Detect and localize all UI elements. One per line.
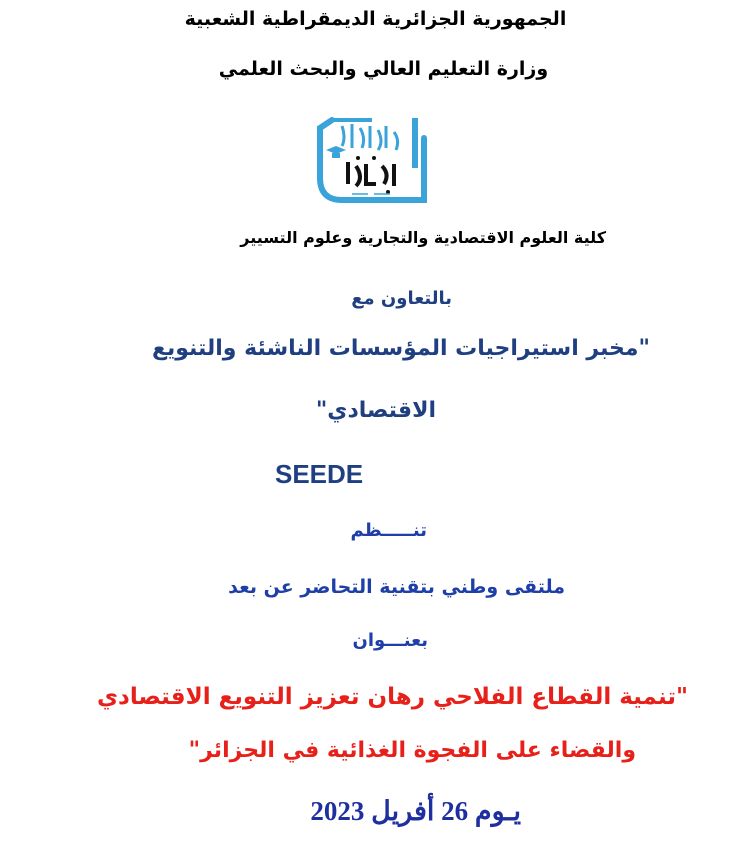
- event-title-line2: والقضاء على الفجوة الغذائية في الجزائر": [188, 738, 636, 763]
- lab-name-line1: "مخبر استيراجيات المؤسسات الناشئة والتنويع: [151, 336, 650, 361]
- collaboration-label: بالتعاون مع: [351, 288, 452, 309]
- university-logo-icon: [312, 108, 438, 206]
- lab-acronym: SEEDE: [275, 459, 364, 489]
- organizes-label: تنـــــظم: [350, 520, 427, 541]
- title-label: بعنـــوان: [352, 630, 428, 651]
- event-type: ملتقى وطني بتقنية التحاضر عن بعد: [228, 576, 565, 598]
- ministry-heading: وزارة التعليم العالي والبحث العلمي: [218, 58, 549, 80]
- republic-heading: الجمهورية الجزائرية الديمقراطية الشعبية: [184, 8, 567, 30]
- event-title-line1: "تنمية القطاع الفلاحي رهان تعزيز التنويع الاقتصادي: [96, 684, 688, 710]
- lab-name-line2: الاقتصادي": [315, 398, 436, 423]
- faculty-name: كلية العلوم الاقتصادية والتجارية وعلوم التسيير: [240, 228, 606, 247]
- event-date: يـوم 26 أفريل 2023: [310, 796, 521, 826]
